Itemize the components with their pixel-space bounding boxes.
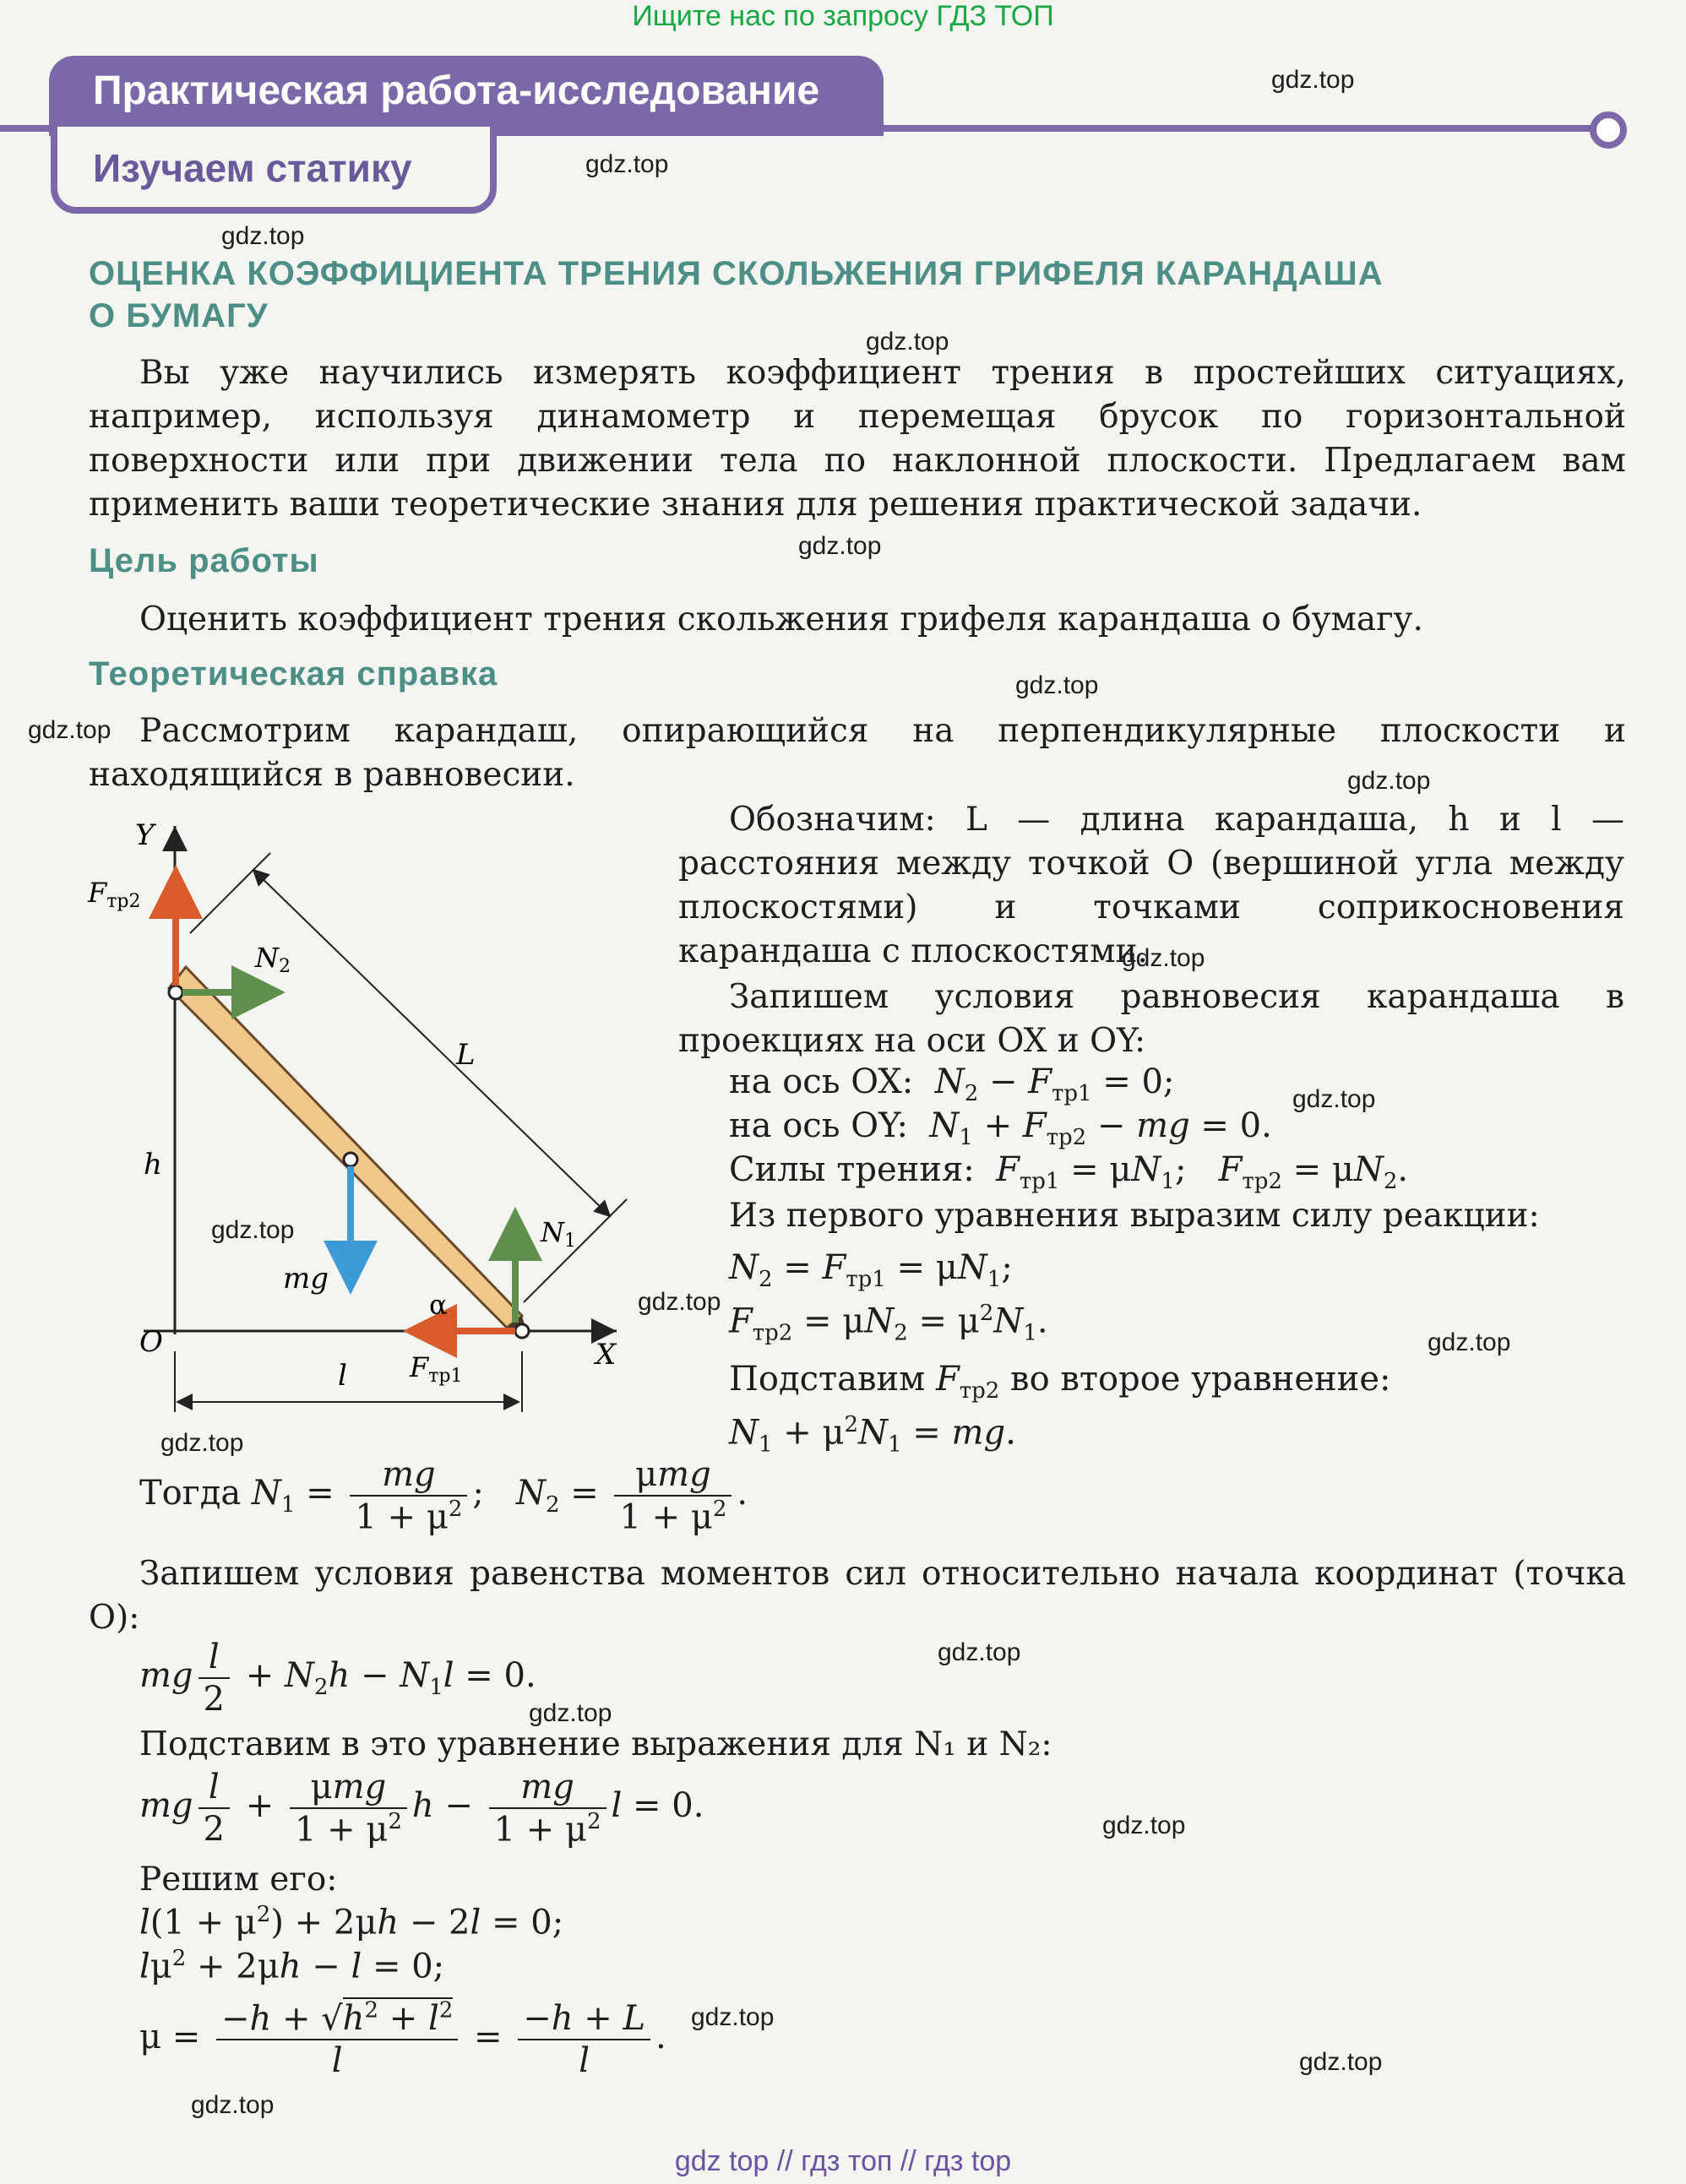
equation-n1: $N_1 + \mu^2N_1$ = mg. — [729, 1412, 1016, 1458]
equation-moments: mg $\frac{l}{2}$ + $N_2h - N_1l = 0$. — [139, 1638, 536, 1719]
watermark: gdz.top — [1292, 1085, 1376, 1113]
header-title: Практическая работа-исследование — [93, 68, 820, 113]
substitute-paragraph: Подставим $F_{тр2}$ во второе уравнение: — [729, 1360, 1391, 1404]
h-label: h — [144, 1148, 162, 1182]
watermark: gdz.top — [1102, 1812, 1186, 1839]
watermark: gdz.top — [585, 150, 669, 178]
x-axis-label: X — [596, 1338, 617, 1372]
watermark: gdz.top — [1271, 66, 1355, 94]
ftr1-label: Fтр1 — [410, 1351, 463, 1387]
equilibrium-paragraph: Запишем условия равновесия карандаша в проекциях на оси OX и OY: — [678, 978, 1624, 1060]
alpha-label: α — [429, 1289, 448, 1321]
reaction-paragraph: Из первого уравнения выразим силу реакции: — [729, 1197, 1540, 1235]
watermark: gdz.top — [866, 328, 949, 356]
subheader-title: Изучаем статику — [93, 146, 412, 190]
equation-friction: Силы трения: $F_{тр1} = \mu N_1$; $F_{тр2} = \mu N_2$. — [729, 1150, 1409, 1194]
y-axis-label: Y — [135, 818, 155, 852]
equation-n2: $N_2 = F_{тр1} = \mu N_1$; — [729, 1248, 1013, 1292]
center-of-mass-point — [344, 1153, 357, 1166]
watermark: gdz.top — [211, 1216, 295, 1244]
L-label: L — [456, 1038, 476, 1072]
equation-oy: на ось OY: $N_1 + F_{тр2}$ − mg = 0. — [729, 1106, 1272, 1150]
notation-paragraph: Обозначим: L — длина карандаша, h и l — расстояния между точкой O (вершиной угла между плоскостями) и точками соприкосновения карандаша с плоскостями. — [678, 801, 1624, 970]
goal-text: Оценить коэффициент трения скольжения грифеля карандаша о бумагу. — [139, 600, 1423, 638]
contact-point-bottom — [515, 1324, 529, 1338]
bottom-banner[interactable]: gdz top // гдз топ // гдз top — [674, 2145, 1012, 2177]
watermark: gdz.top — [938, 1638, 1021, 1666]
main-heading-line2: О БУМАГУ — [89, 297, 269, 334]
equation-solve-2: $l\mu^2 + 2\mu h - l = 0$; — [139, 1946, 445, 1986]
goal-title: Цель работы — [89, 542, 319, 579]
watermark: gdz.top — [1347, 767, 1431, 795]
contact-point-top — [169, 986, 182, 999]
intro-paragraph: Вы уже научились измерять коэффициент трения в простейших ситуациях, например, используя динамометр и перемещая брусок по горизонтальной поверхности или при движении тела по наклонной плоскости. Предлагаем вам применить ваши теоретические знания для решения практической задачи. — [89, 354, 1626, 524]
pencil-equilibrium-figure — [88, 811, 659, 1436]
watermark: gdz.top — [28, 716, 111, 744]
watermark: gdz.top — [160, 1429, 244, 1457]
n2-label: N2 — [255, 942, 291, 977]
theory-title: Теоретическая справка — [89, 655, 498, 693]
watermark: gdz.top — [1122, 944, 1205, 972]
watermark: gdz.top — [1015, 671, 1099, 699]
watermark: gdz.top — [691, 2003, 775, 2031]
watermark: gdz.top — [798, 532, 882, 560]
dimension-tick-top — [190, 853, 270, 933]
equation-ox: на ось OX: $N_2 - F_{тр1} = 0$; — [729, 1062, 1175, 1106]
equation-then: Тогда $N_1$ = $\frac{mg}{1 + \mu^2}$ ; $N_2$ = $\frac{\text{μmg}}{1 + \mu^2}$ . — [139, 1455, 748, 1537]
watermark: gdz.top — [1428, 1328, 1511, 1356]
watermark: gdz.top — [191, 2091, 275, 2119]
substitute-n-paragraph: Подставим в это уравнение выражения для N₁ и N₂: — [139, 1725, 1052, 1763]
watermark: gdz.top — [1299, 2048, 1383, 2076]
main-heading-line1: ОЦЕНКА КОЭФФИЦИЕНТА ТРЕНИЯ СКОЛЬЖЕНИЯ ГРИФЕЛЯ КАРАНДАША — [89, 255, 1384, 292]
equation-solve-1: $l(1 + \mu^2) + 2\mu h - 2l = 0$; — [139, 1902, 564, 1942]
watermark: gdz.top — [529, 1699, 612, 1727]
header-rule-end-circle — [1590, 111, 1627, 149]
l-label: l — [338, 1359, 347, 1393]
solve-paragraph: Решим его: — [139, 1861, 338, 1899]
equation-ftr2: $F_{тр2} = \mu N_2 = \mu^2N_1$. — [729, 1301, 1048, 1346]
equation-substituted: mg $\frac{l}{2}$ + $\frac{\text{μmg}}{1 + \mu^2}$ h − $\frac{mg}{1 + \mu^2}$ l = 0. — [139, 1768, 704, 1850]
mg-label: mg — [283, 1262, 329, 1296]
equation-mu: μ = $\frac{-h + √h^2 + l^2}{l}$ = $\frac{-h + L}{l}$ . — [139, 1998, 666, 2081]
ftr2-label: Fтр2 — [88, 877, 141, 912]
origin-label: O — [139, 1325, 163, 1359]
dimension-L — [253, 870, 610, 1216]
watermark: gdz.top — [638, 1288, 721, 1316]
top-banner[interactable]: Ищите нас по запросу ГДЗ ТОП — [632, 0, 1054, 32]
n1-label: N1 — [541, 1216, 576, 1252]
theory-text: Рассмотрим карандаш, опирающийся на перпендикулярные плоскости и находящийся в равновесии. — [89, 712, 1626, 794]
moments-paragraph: Запишем условия равенства моментов сил относительно начала координат (точка O): — [89, 1555, 1626, 1637]
watermark: gdz.top — [221, 222, 305, 250]
